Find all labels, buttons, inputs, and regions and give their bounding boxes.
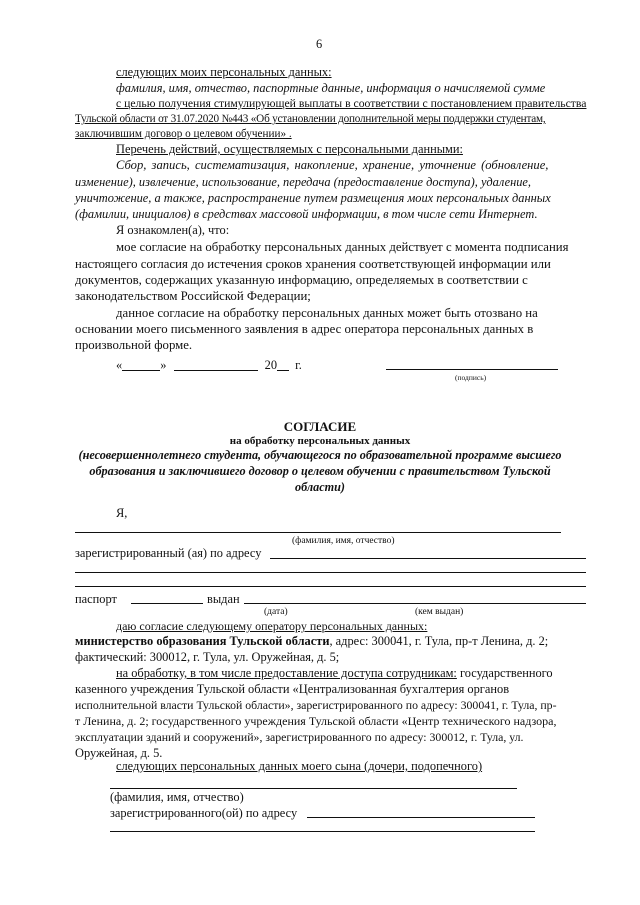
processing-line-4: т Ленина, д. 2; государственного учреждения Тульской области «Центр технического надзора,	[75, 714, 557, 728]
revocation-line-1: данное согласие на обработку персональных данных может быть отозвано на	[116, 306, 538, 320]
actions-line-2: изменение), извлечение, использование, передача (предоставление доступа), удаление,	[75, 175, 532, 189]
month-blank	[174, 358, 258, 371]
personal-data-list: фамилия, имя, отчество, паспортные данные, информация о начисляемой сумме	[116, 81, 546, 95]
address-line-1	[270, 558, 586, 559]
actual-address: фактический: 300012, г. Тула, ул. Оружейная, д. 5;	[75, 650, 340, 664]
revocation-line-2: основании моего письменного заявления в адрес оператора персональных данных в	[75, 322, 534, 336]
validity-line-4: законодательством Российской Федерации;	[75, 289, 311, 303]
validity-line-2: настоящего согласия до истечения сроков хранения соответствующей информации или	[75, 257, 551, 271]
issued-by-caption: (кем выдан)	[415, 607, 464, 617]
processing-line-2: казенного учреждения Тульской области «Централизованная бухгалтерия органов	[75, 682, 510, 696]
address-line-2	[75, 572, 586, 573]
validity-line-3: документов, содержащих указанную информацию, определяемых в соответствии с	[75, 273, 528, 287]
consent-desc-3: области)	[295, 480, 345, 494]
purpose-line-3: заключившим договор о целевом обучении» .	[75, 128, 292, 140]
purpose-line-2: Тульской области от 31.07.2020 №443 «Об установлении дополнительной меры поддержки студентам,	[75, 113, 546, 125]
processing-line-6: Оружейная, д. 5.	[75, 746, 163, 760]
acknowledged-heading: Я ознакомлен(а), что:	[116, 223, 230, 237]
revocation-line-3: произвольной форме.	[75, 338, 193, 352]
ya-label: Я,	[116, 506, 128, 520]
ministry-address: , адрес: 300041, г. Тула, пр-т Ленина, д. 2;	[329, 634, 549, 648]
child-registered-label: зарегистрированного(ой) по адресу	[110, 806, 298, 820]
processing-line-1	[116, 665, 553, 681]
issued-label: выдан	[207, 592, 240, 606]
processing-line-5: эксплуатации зданий и сооружений», зарегистрированного по адресу: 300012, г. Тула, ул.	[75, 730, 524, 744]
consent-title: СОГЛАСИЕ	[283, 419, 357, 434]
actions-line-4: (фамилии, инициалов) в средствах массовой информации, в том числе сети Интернет.	[75, 207, 538, 221]
passport-label: паспорт	[75, 592, 117, 606]
consent-subtitle: на обработку персональных данных	[229, 435, 411, 447]
year-blank	[277, 358, 289, 371]
day-blank	[122, 358, 160, 371]
date-line: « » 20 г.	[116, 358, 302, 372]
purpose-line-1: с целью получения стимулирующей выплаты в соответствии с постановлением правительства	[116, 97, 587, 110]
ministry-line	[75, 633, 548, 649]
consent-desc-2: образования и заключившего договор о целевом обучении с правительством Тульской	[89, 464, 551, 478]
give-consent-line: даю согласие следующему оператору персональных данных:	[116, 619, 428, 633]
signature-caption: (подпись)	[455, 373, 487, 382]
fio-caption: (фамилия, имя, отчество)	[292, 536, 395, 546]
passport-line	[131, 603, 203, 604]
personal-data-heading: следующих моих персональных данных:	[116, 65, 332, 79]
actions-line-3: уничтожение, а также, распространение путем размещения моих персональных данных	[75, 191, 551, 205]
child-data-heading: следующих персональных данных моего сына (дочери, подопечного)	[116, 759, 483, 773]
actions-line-1: Сбор, запись, систематизация, накопление, хранение, уточнение (обновление,	[116, 158, 549, 172]
ministry-name: министерство образования Тульской области	[75, 634, 330, 648]
child-address-line-2	[110, 831, 535, 832]
date-caption: (дата)	[264, 607, 288, 617]
processing-line-3: исполнительной власти Тульской области», зарегистрированного по адресу: 300041, г. Тула, пр-	[75, 698, 557, 712]
actions-heading: Перечень действий, осуществляемых с персональными данными:	[116, 142, 463, 156]
consent-desc-1: (несовершеннолетнего студента, обучающегося по образовательной программе высшего	[78, 448, 562, 462]
child-address-line-1	[307, 817, 535, 818]
year-suffix: г.	[295, 358, 302, 372]
child-fio-caption: (фамилия, имя, отчество)	[110, 790, 244, 804]
page-number: 6	[316, 37, 323, 51]
processing-rest: государственного	[456, 666, 553, 680]
year-prefix: 20	[264, 358, 278, 372]
registered-label: зарегистрированный (ая) по адресу	[75, 546, 262, 560]
processing-heading: на обработку, в том числе предоставление доступа сотрудникам:	[116, 666, 457, 680]
address-line-3	[75, 586, 586, 587]
validity-line-1: мое согласие на обработку персональных данных действует с момента подписания	[116, 240, 569, 254]
